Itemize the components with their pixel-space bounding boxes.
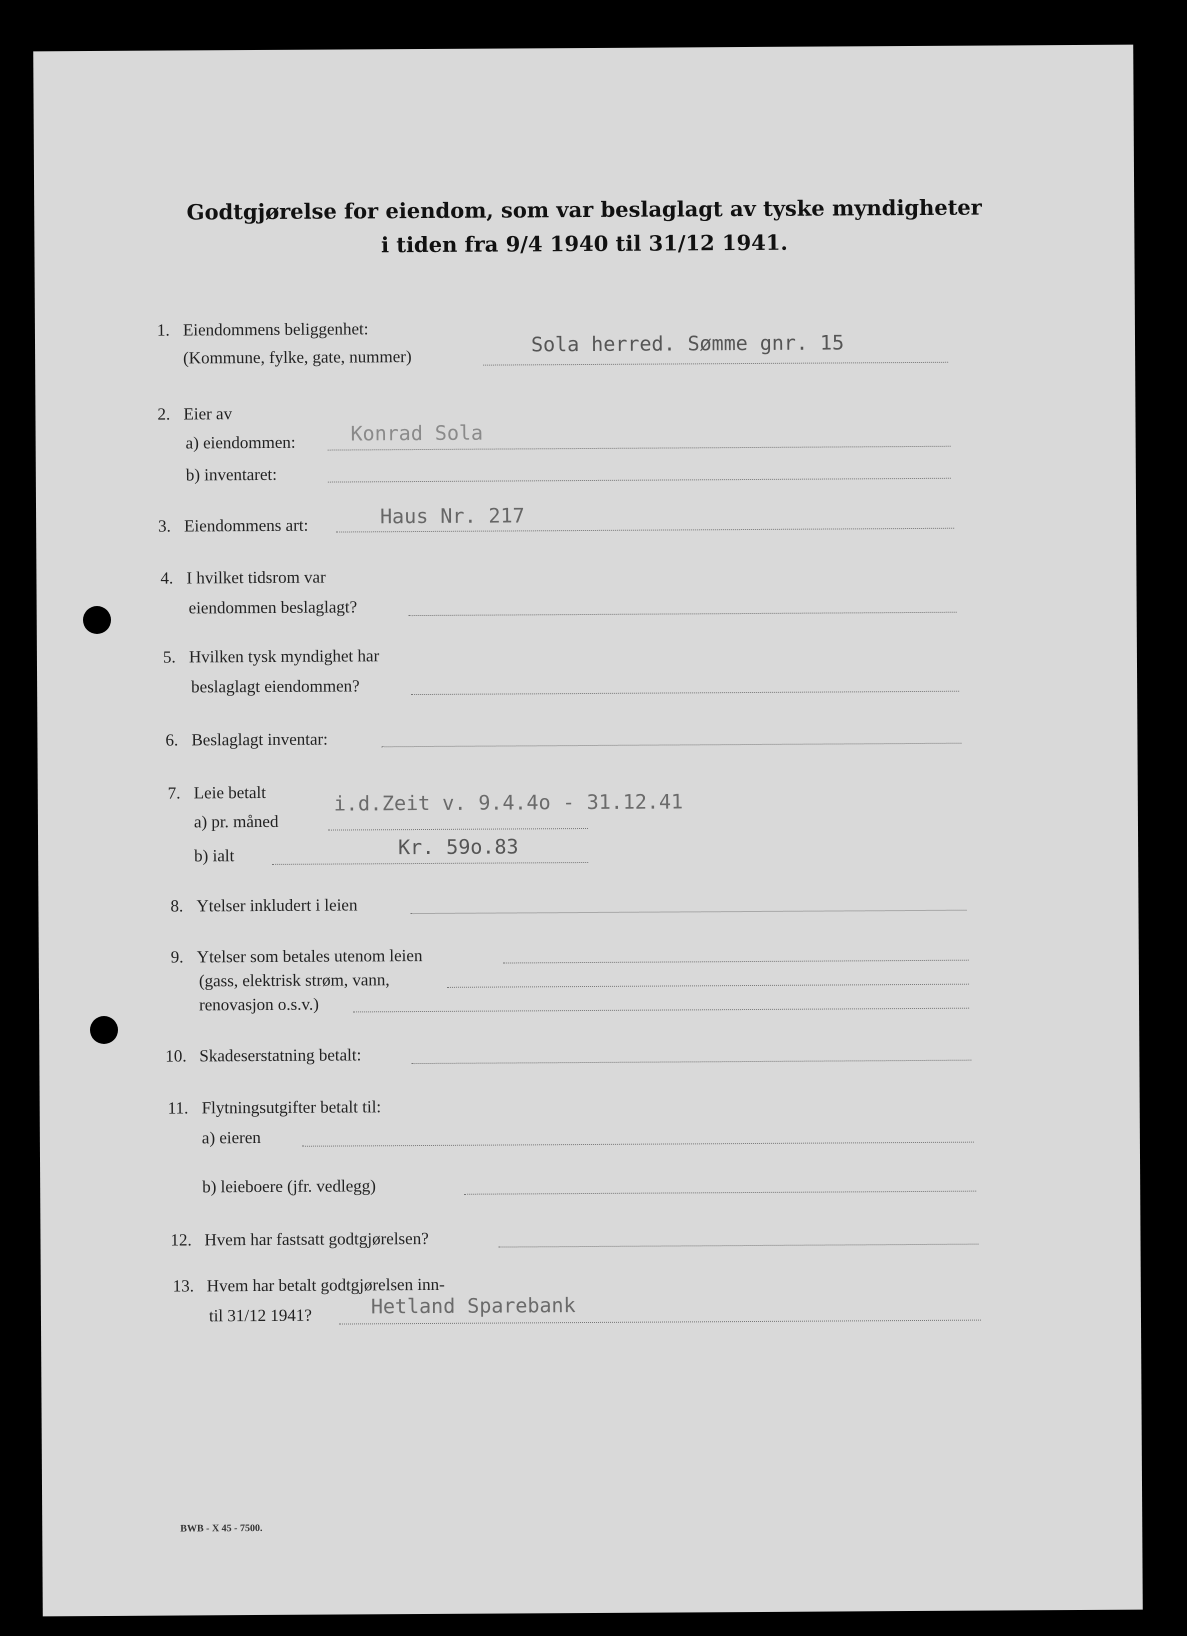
punch-hole-top	[83, 606, 111, 634]
item-number-13: 13.	[172, 1276, 195, 1296]
q7a-label: a) pr. måned	[193, 811, 279, 832]
q8-answer-line	[411, 910, 967, 914]
item-number-8: 8.	[170, 896, 184, 916]
q9-sublabel-2: renovasjon o.s.v.)	[198, 994, 319, 1015]
q3-label: Eiendommens art:	[184, 515, 309, 536]
q10-label: Skadeserstatning betalt:	[199, 1045, 362, 1066]
q9-answer-line-2	[447, 984, 969, 988]
q2a-label: a) eiendommen:	[185, 432, 296, 453]
item-number-12: 12.	[170, 1230, 192, 1250]
q11-label: Flytningsutgifter betalt til:	[201, 1097, 382, 1118]
q7b-label: b) ialt	[194, 846, 235, 866]
q13-label: Hvem har betalt godtgjørelsen inn-	[206, 1274, 445, 1296]
q2b-label: b) inventaret:	[185, 464, 277, 485]
q7b-answer: Kr. 59o.83	[398, 834, 519, 860]
form-title	[34, 190, 1134, 265]
item-number-1: 1.	[156, 320, 170, 340]
punch-hole-bottom	[90, 1016, 118, 1044]
q1-label: Eiendommens beliggenhet:	[182, 319, 369, 340]
item-number-9: 9.	[170, 947, 184, 967]
q7-label: Leie betalt	[193, 782, 267, 803]
printer-mark: BWB - X 45 - 7500.	[180, 1523, 263, 1535]
q3-answer-line	[336, 528, 954, 533]
q1-answer: Sola herred. Sømme gnr. 15	[530, 330, 845, 357]
q11a-answer-line	[302, 1142, 974, 1147]
q2b-answer-line	[328, 478, 951, 483]
item-number-6: 6.	[165, 730, 179, 750]
item-number-3: 3.	[158, 516, 171, 536]
title-line-1: Godtgjørelse for eiendom, som var beslaglagt av tyske myndigheter	[186, 194, 982, 225]
q8-label: Ytelser inkludert i leien	[196, 895, 358, 916]
item-number-5: 5.	[162, 647, 176, 667]
document-page	[33, 45, 1143, 1617]
item-number-7: 7.	[167, 783, 181, 803]
q4-label: I hvilket tidsrom var	[186, 567, 326, 588]
item-number-4: 4.	[160, 568, 174, 588]
q6-label: Beslaglagt inventar:	[191, 729, 328, 750]
q2a-answer-line	[328, 446, 951, 451]
q11b-label: b) leieboere (jfr. vedlegg)	[202, 1176, 376, 1197]
q13-sublabel: til 31/12 1941?	[208, 1305, 312, 1326]
q5-label: Hvilken tysk myndighet har	[188, 646, 380, 667]
q3-answer: Haus Nr. 217	[380, 503, 525, 529]
title-line-2: i tiden fra 9/4 1940 til 31/12 1941.	[380, 229, 788, 258]
q6-answer-line	[381, 743, 961, 748]
q4-sublabel: eiendommen beslaglagt?	[188, 597, 358, 618]
q1-sublabel: (Kommune, fylke, gate, nummer)	[183, 347, 412, 368]
q10-answer-line	[411, 1060, 971, 1064]
q1-answer-line	[483, 362, 948, 366]
q2-label: Eier av	[183, 404, 233, 424]
q9-answer-line-1	[503, 960, 969, 964]
q13-answer: Hetland Sparebank	[370, 1293, 576, 1319]
item-number-2: 2.	[157, 404, 171, 424]
q4-answer-line	[409, 612, 957, 616]
q9-label: Ytelser som betales utenom leien	[196, 946, 423, 967]
q7a-answer-line	[328, 828, 588, 831]
q11a-label: a) eieren	[201, 1128, 261, 1148]
q5-answer-line	[411, 691, 959, 695]
q9-sublabel-1: (gass, elektrisk strøm, vann,	[198, 970, 390, 991]
q5-sublabel: beslaglagt eiendommen?	[191, 676, 360, 697]
q7a-answer: i.d.Zeit v. 9.4.4o - 31.12.41	[333, 789, 684, 816]
q12-label: Hvem har fastsatt godtgjørelsen?	[204, 1228, 429, 1250]
item-number-10: 10.	[165, 1046, 187, 1066]
q12-answer-line	[499, 1244, 979, 1248]
q11b-answer-line	[464, 1191, 976, 1195]
q13-answer-line	[339, 1320, 981, 1325]
q9-answer-line-3	[353, 1008, 969, 1013]
q2a-answer: Konrad Sola	[350, 420, 484, 446]
item-number-11: 11.	[167, 1098, 189, 1118]
q7b-answer-line	[272, 862, 588, 865]
